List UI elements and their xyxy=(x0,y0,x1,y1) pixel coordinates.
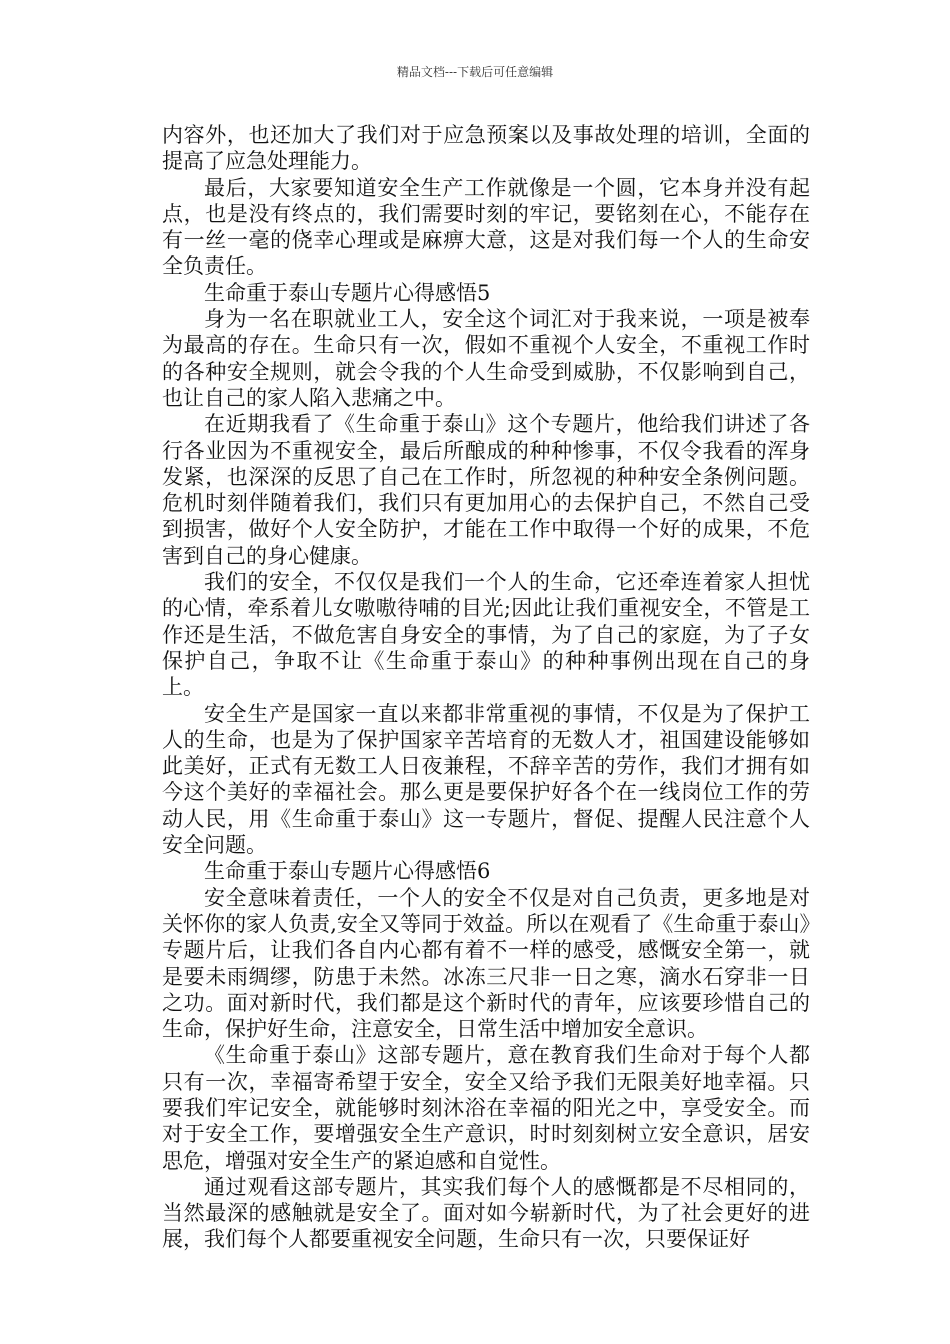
page-header: 精品文档---下载后可任意编辑 xyxy=(396,65,554,79)
document-body xyxy=(162,122,810,1253)
paragraph: 安全生产是国家一直以来都非常重视的事情，不仅是为了保护工人的生命，也是为了保护国家辛苦培育的无数人才，祖国建设能够如此美好，正式有无数工人日夜兼程，不辞辛苦的劳作，我们才拥有如今这个美好的幸福社会。那么更是要保护好各个在一线岗位工作的劳动人民，用《生命重于泰山》这一专题片，督促、提醒人民注意个人安全问题。 xyxy=(162,701,810,858)
paragraph: 我们的安全，不仅仅是我们一个人的生命，它还牵连着家人担忧的心情，牵系着儿女嗷嗷待哺的目光;因此让我们重视安全，不管是工作还是生活，不做危害自身安全的事情，为了自己的家庭，为了子女保护自己，争取不让《生命重于泰山》的种种事例出现在自己的身上。 xyxy=(162,570,810,700)
paragraph: 安全意味着责任，一个人的安全不仅是对自己负责，更多地是对关怀你的家人负责,安全又等同于效益。所以在观看了《生命重于泰山》专题片后，让我们各自内心都有着不一样的感受，感慨安全第一，就是要未雨绸缪，防患于未然。冰冻三尺非一日之寒，滴水石穿非一日之功。面对新时代，我们都是这个新时代的青年，应该要珍惜自己的生命，保护好生命，注意安全，日常生活中增加安全意识。 xyxy=(162,885,810,1042)
paragraph: 通过观看这部专题片，其实我们每个人的感慨都是不尽相同的，当然最深的感触就是安全了。面对如今崭新时代，为了社会更好的进展，我们每个人都要重视安全问题，生命只有一次，只要保证好 xyxy=(162,1174,810,1252)
paragraph: 《生命重于泰山》这部专题片，意在教育我们生命对于每个人都只有一次，幸福寄希望于安全，安全又给予我们无限美好地幸福。只要我们牢记安全，就能够时刻沐浴在幸福的阳光之中，享受安全。而对于安全工作，要增强安全生产意识，时时刻刻树立安全意识，居安思危，增强对安全生产的紧迫感和自觉性。 xyxy=(162,1043,810,1173)
paragraph: 最后，大家要知道安全生产工作就像是一个圆，它本身并没有起点，也是没有终点的，我们需要时刻的牢记，要铭刻在心，不能存在有一丝一毫的侥幸心理或是麻痹大意，这是对我们每一个人的生命安全负责任。 xyxy=(162,175,810,279)
section-heading-5: 生命重于泰山专题片心得感悟5 xyxy=(204,280,491,305)
paragraph: 在近期我看了《生命重于泰山》这个专题片，他给我们讲述了各行各业因为不重视安全，最后所酿成的种种惨事，不仅令我看的浑身发紧，也深深的反思了自己在工作时，所忽视的种种安全条例问题。危机时刻伴随着我们，我们只有更加用心的去保护自己，不然自己受到损害，做好个人安全防护，才能在工作中取得一个好的成果，不危害到自己的身心健康。 xyxy=(162,412,810,568)
paragraph: 身为一名在职就业工人，安全这个词汇对于我来说，一项是被奉为最高的存在。生命只有一次，假如不重视个人安全，不重视工作时的各种安全规则，就会令我的个人生命受到威胁，不仅影响到自己，也让自己的家人陷入悲痛之中。 xyxy=(162,307,810,410)
section-heading-6: 生命重于泰山专题片心得感悟6 xyxy=(204,859,491,884)
paragraph-continuation: 内容外，也还加大了我们对于应急预案以及事故处理的培训，全面的提高了应急处理能力。 xyxy=(162,123,810,174)
